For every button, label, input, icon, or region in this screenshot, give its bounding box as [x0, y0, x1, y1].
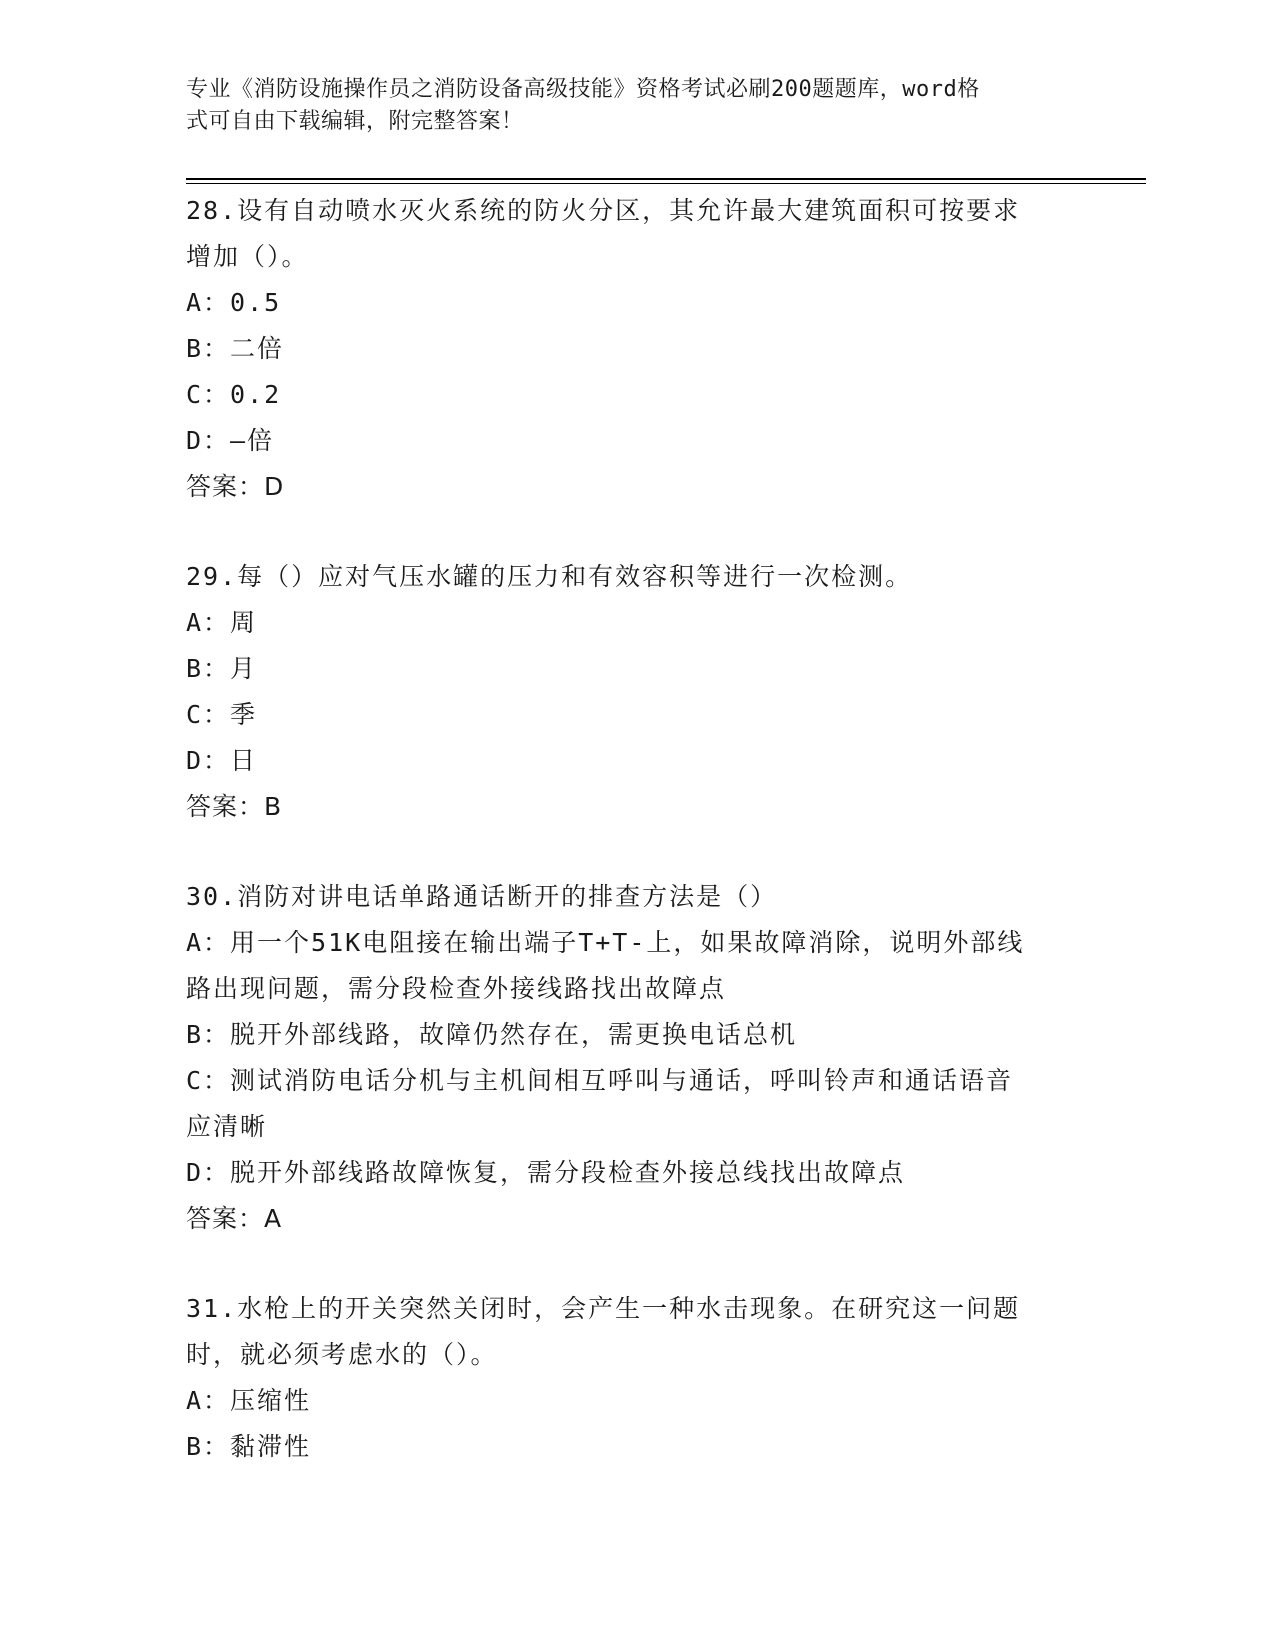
answer-label: 答案：B: [186, 792, 283, 821]
question-stem-line: 31.水枪上的开关突然关闭时，会产生一种水击现象。在研究这一问题: [186, 1294, 1021, 1323]
question-29: [186, 554, 1086, 830]
question-31: [186, 1286, 1086, 1470]
question-stem-line: 28.设有自动喷水灭火系统的防火分区，其允许最大建筑面积可按要求: [186, 196, 1021, 225]
option-d: D：日: [186, 746, 258, 775]
option-a: A：用一个51K电阻接在输出端子T+T-上，如果故障消除，说明外部线: [186, 928, 1025, 957]
question-spacer: [186, 830, 1086, 874]
answer-label: 答案：A: [186, 1204, 283, 1233]
header-line-2: 式可自由下载编辑，附完整答案！: [186, 109, 524, 134]
header-divider-thin: [186, 183, 1146, 184]
question-stem-line: 增加（）。: [186, 242, 309, 271]
document-header: [186, 74, 1066, 138]
answer-label: 答案：D: [186, 472, 285, 501]
option-b: B：月: [186, 654, 258, 683]
question-list: [186, 188, 1086, 1470]
option-a: A：周: [186, 608, 258, 637]
option-c: C：测试消防电话分机与主机间相互呼叫与通话，呼叫铃声和通话语音: [186, 1066, 1014, 1095]
option-c: C：0.2: [186, 380, 282, 409]
question-stem-line: 30.消防对讲电话单路通话断开的排查方法是（）: [186, 882, 778, 911]
option-b: B：脱开外部线路，故障仍然存在，需更换电话总机: [186, 1020, 798, 1049]
question-stem-line: 29.每（）应对气压水罐的压力和有效容积等进行一次检测。: [186, 562, 913, 591]
header-line-1: 专业《消防设施操作员之消防设备高级技能》资格考试必刷200题题库，word格: [186, 77, 980, 102]
option-c-continued: 应清晰: [186, 1112, 268, 1141]
question-30: [186, 874, 1086, 1242]
option-a-continued: 路出现问题，需分段检查外接线路找出故障点: [186, 974, 727, 1003]
option-a: A：0.5: [186, 288, 282, 317]
question-28: [186, 188, 1086, 510]
option-b: B：黏滞性: [186, 1432, 312, 1461]
question-spacer: [186, 1242, 1086, 1286]
option-a: A：压缩性: [186, 1386, 312, 1415]
option-d: D：—倍: [186, 426, 275, 455]
question-stem-line: 时，就必须考虑水的（）。: [186, 1340, 498, 1369]
header-divider-thick: [186, 178, 1146, 180]
question-spacer: [186, 510, 1086, 554]
option-c: C：季: [186, 700, 258, 729]
option-d: D：脱开外部线路故障恢复，需分段检查外接总线找出故障点: [186, 1158, 906, 1187]
option-b: B：二倍: [186, 334, 285, 363]
